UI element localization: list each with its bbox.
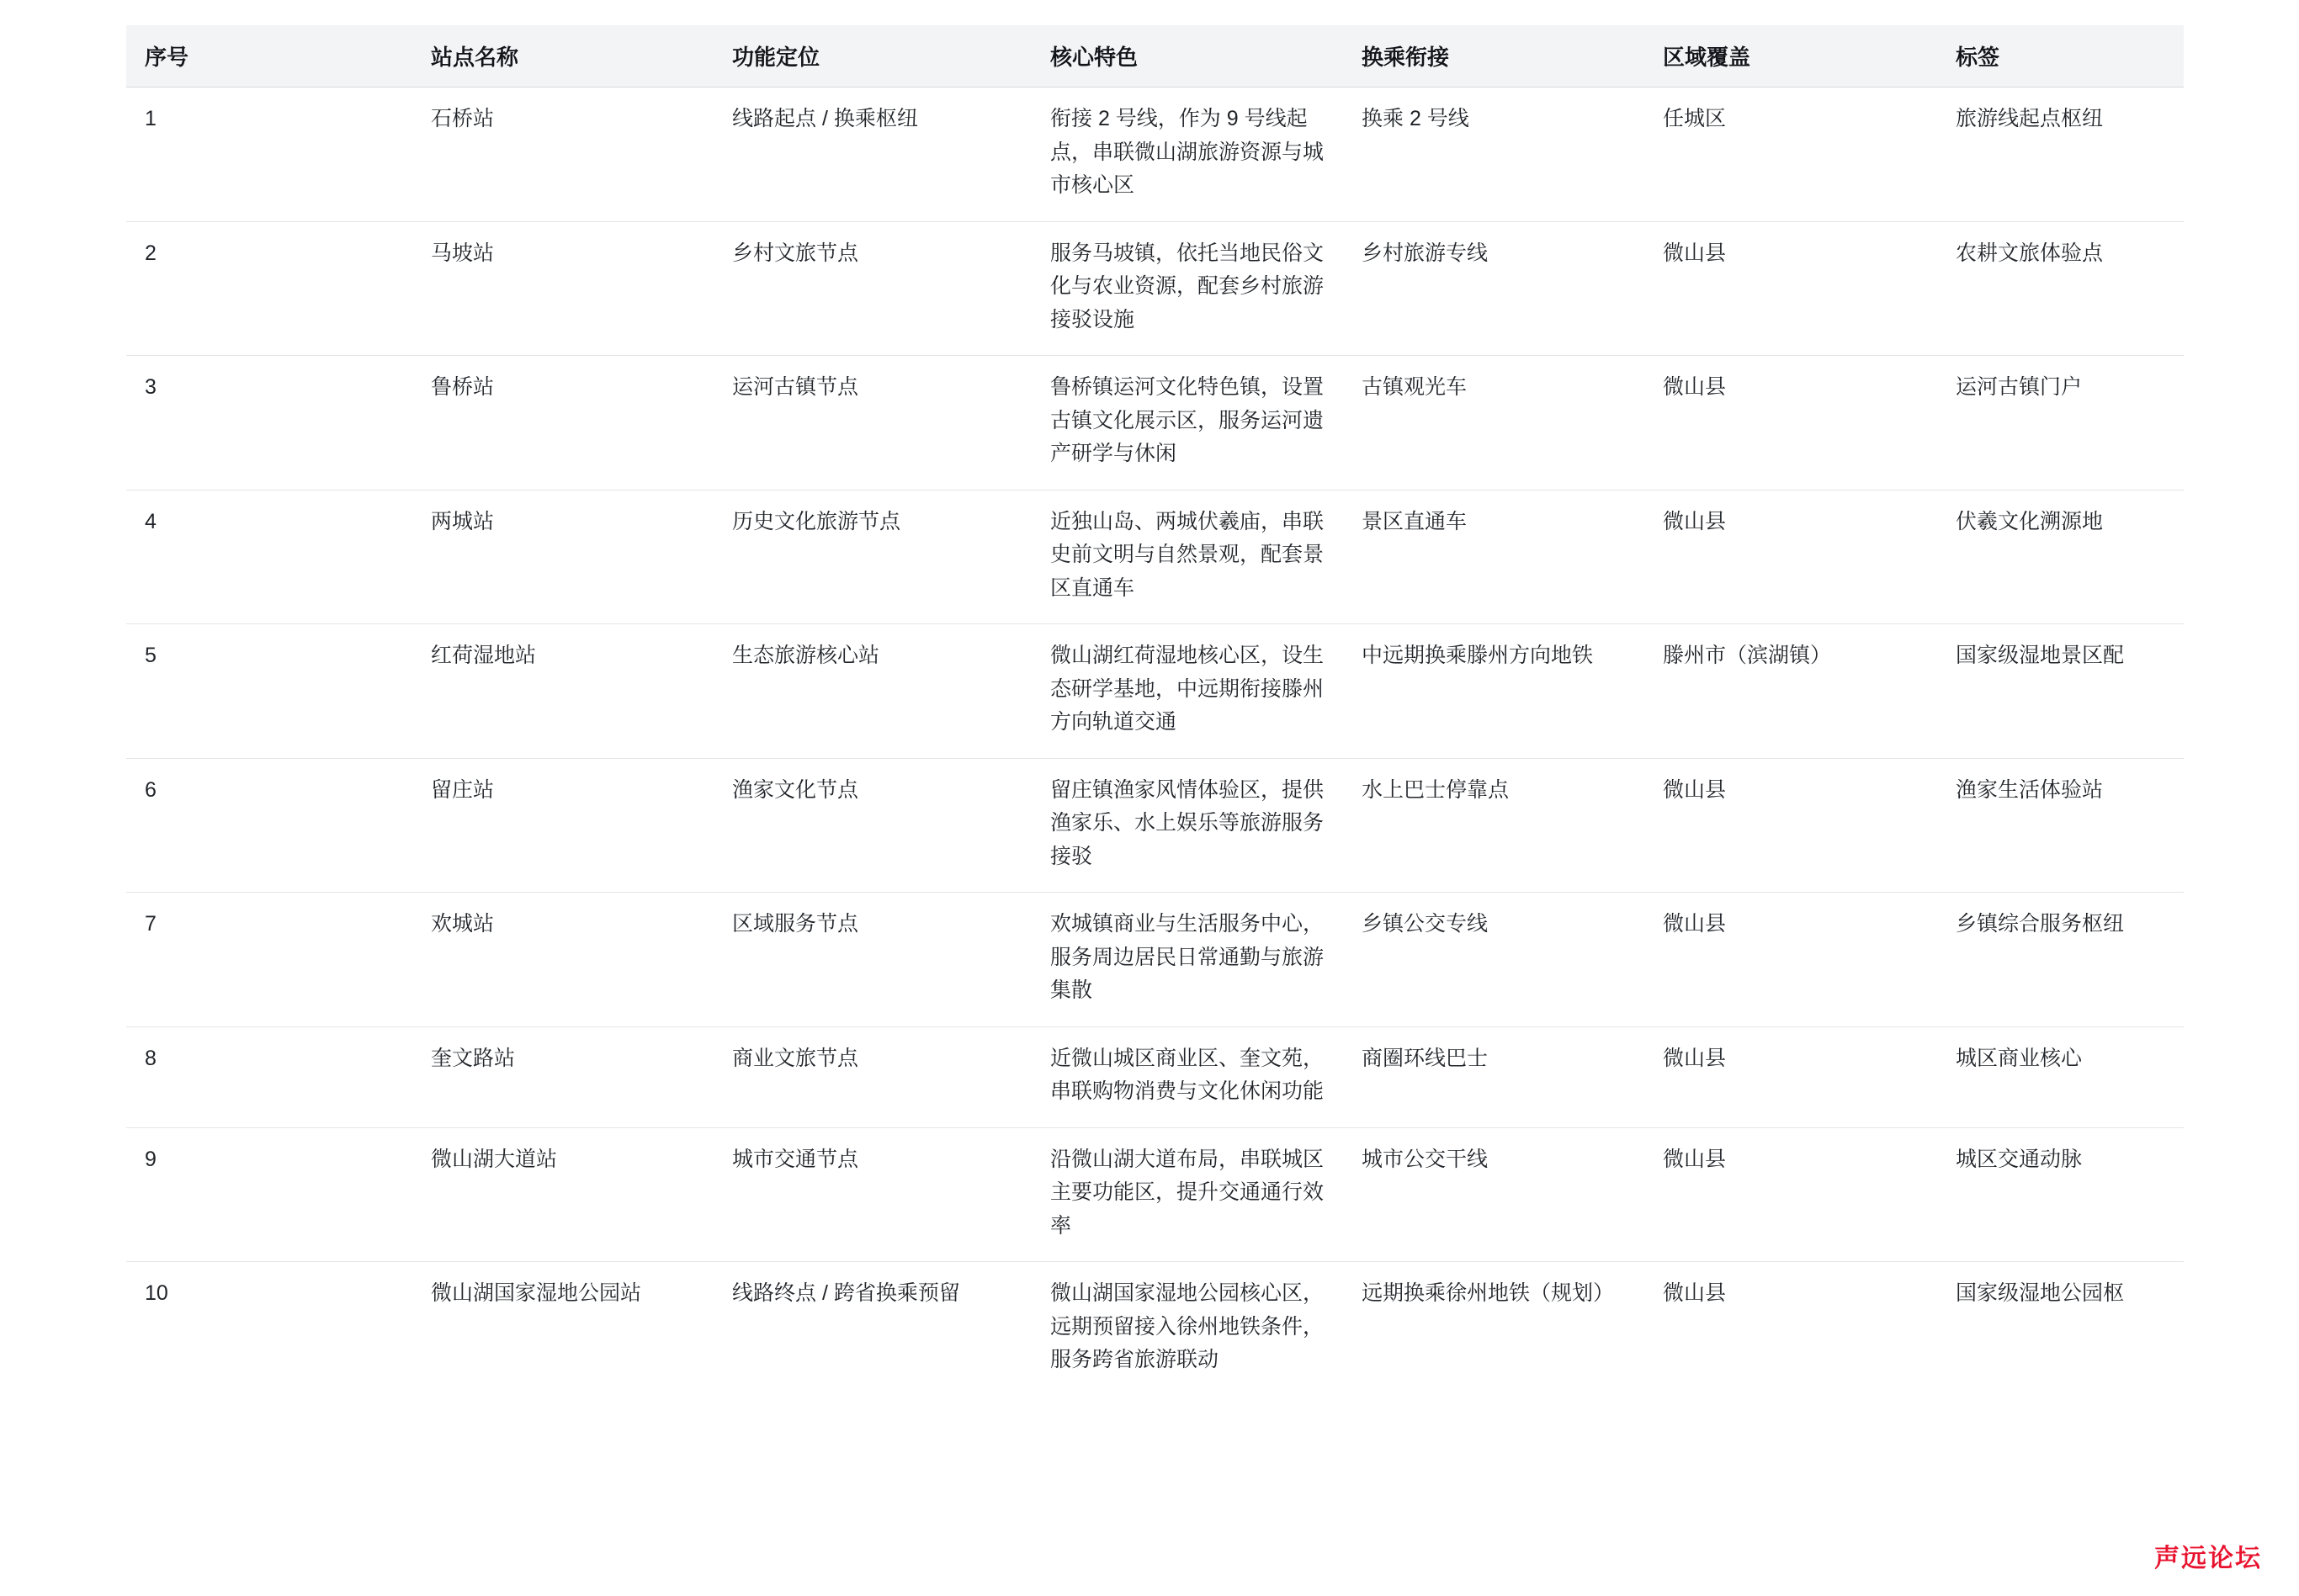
- cell-tag: 渔家生活体验站: [1937, 758, 2184, 893]
- table-row: [126, 221, 2184, 356]
- cell-transfer: 乡村旅游专线: [1343, 221, 1644, 356]
- cell-tag: 城区商业核心: [1937, 1026, 2184, 1127]
- cell-tag: 乡镇综合服务枢纽: [1937, 893, 2184, 1027]
- cell-area: 微山县: [1663, 1281, 1727, 1305]
- cell-station: 奎文路站: [412, 1026, 714, 1127]
- cell-transfer: 乡镇公交专线: [1343, 893, 1644, 1027]
- table-header-row: [126, 25, 2184, 87]
- cell-feature: 衔接 2 号线，作为 9 号线起点，串联微山湖旅游资源与城市核心区: [1032, 87, 1343, 222]
- cell-feature: 近微山城区商业区、奎文苑，串联购物消费与文化休闲功能: [1032, 1026, 1343, 1127]
- cell-tag: 国家级湿地景区配: [1937, 624, 2184, 759]
- cell-index: 9: [126, 1127, 412, 1262]
- cell-area: 滕州市（滨湖镇）: [1644, 624, 1937, 759]
- cell-tag: 城区交通动脉: [1937, 1127, 2184, 1262]
- table-header: [126, 25, 2184, 87]
- table-row: [126, 356, 2184, 490]
- cell-role: 线路起点 / 换乘枢纽: [714, 87, 1032, 222]
- column-header-role: 功能定位: [714, 25, 1032, 87]
- table-row: [126, 893, 2184, 1027]
- station-table-container: [126, 25, 2184, 1396]
- table-row: [126, 1127, 2184, 1262]
- cell-role: 区域服务节点: [714, 893, 1032, 1027]
- cell-transfer: 换乘 2 号线: [1343, 87, 1644, 222]
- cell-transfer: 水上巴士停靠点: [1343, 758, 1644, 893]
- cell-tag: 农耕文旅体验点: [1937, 221, 2184, 356]
- column-header-transfer: 换乘衔接: [1343, 25, 1644, 87]
- cell-index: 6: [126, 758, 412, 893]
- cell-feature: 服务马坡镇，依托当地民俗文化与农业资源，配套乡村旅游接驳设施: [1032, 221, 1343, 356]
- cell-area: 微山县: [1644, 758, 1937, 893]
- cell-feature: 近独山岛、两城伏羲庙，串联史前文明与自然景观，配套景区直通车: [1032, 490, 1343, 624]
- cell-role: 历史文化旅游节点: [714, 490, 1032, 624]
- cell-station: 微山湖国家湿地公园站: [431, 1281, 642, 1305]
- cell-area: 微山县: [1644, 221, 1937, 356]
- cell-index: 8: [126, 1026, 412, 1127]
- cell-role: 生态旅游核心站: [714, 624, 1032, 759]
- cell-tag: 国家级湿地公园枢: [1956, 1281, 2125, 1305]
- table-row: [126, 1026, 2184, 1127]
- cell-role: 运河古镇节点: [714, 356, 1032, 490]
- cell-feature: 微山湖红荷湿地核心区，设生态研学基地，中远期衔接滕州方向轨道交通: [1032, 624, 1343, 759]
- cell-role: 渔家文化节点: [714, 758, 1032, 893]
- forum-watermark: 声远论坛: [2154, 1544, 2262, 1573]
- cell-area: 微山县: [1644, 356, 1937, 490]
- cell-feature: 沿微山湖大道布局，串联城区主要功能区，提升交通通行效率: [1032, 1127, 1343, 1262]
- cell-transfer: 商圈环线巴士: [1343, 1026, 1644, 1127]
- cell-area: 微山县: [1644, 1127, 1937, 1262]
- cell-area: 微山县: [1644, 893, 1937, 1027]
- cell-role: 乡村文旅节点: [714, 221, 1032, 356]
- cell-station: 微山湖大道站: [412, 1127, 714, 1262]
- table-row: [126, 490, 2184, 624]
- cell-tag: 伏羲文化溯源地: [1937, 490, 2184, 624]
- cell-index: 5: [126, 624, 412, 759]
- cell-station: 石桥站: [412, 87, 714, 222]
- cell-index: 10: [145, 1281, 168, 1305]
- cell-station: 红荷湿地站: [412, 624, 714, 759]
- cell-role: 城市交通节点: [714, 1127, 1032, 1262]
- cell-role: 线路终点 / 跨省换乘预留: [732, 1281, 960, 1305]
- column-header-area: 区域覆盖: [1644, 25, 1937, 87]
- station-table: [126, 25, 2184, 1396]
- cell-feature: 鲁桥镇运河文化特色镇，设置古镇文化展示区，服务运河遗产研学与休闲: [1032, 356, 1343, 490]
- table-row: [126, 87, 2184, 222]
- cell-transfer: 城市公交干线: [1343, 1127, 1644, 1262]
- cell-index: 2: [126, 221, 412, 356]
- cell-index: 4: [126, 490, 412, 624]
- cell-transfer: 中远期换乘滕州方向地铁: [1343, 624, 1644, 759]
- table-row: [126, 624, 2184, 759]
- cell-index: 1: [126, 87, 412, 222]
- cell-transfer: 景区直通车: [1343, 490, 1644, 624]
- column-header-station: 站点名称: [412, 25, 714, 87]
- cell-feature: 留庄镇渔家风情体验区，提供渔家乐、水上娱乐等旅游服务接驳: [1032, 758, 1343, 893]
- cell-station: 欢城站: [412, 893, 714, 1027]
- column-header-tag: 标签: [1937, 25, 2184, 87]
- cell-station: 留庄站: [412, 758, 714, 893]
- cell-transfer: 古镇观光车: [1343, 356, 1644, 490]
- table-row: [126, 1262, 2184, 1396]
- cell-area: 微山县: [1644, 490, 1937, 624]
- cell-area: 微山县: [1644, 1026, 1937, 1127]
- cell-index: 7: [126, 893, 412, 1027]
- cell-station: 鲁桥站: [412, 356, 714, 490]
- cell-index: 3: [126, 356, 412, 490]
- cell-area: 任城区: [1644, 87, 1937, 222]
- cell-role: 商业文旅节点: [714, 1026, 1032, 1127]
- cell-feature: 微山湖国家湿地公园核心区，远期预留接入徐州地铁条件，服务跨省旅游联动: [1050, 1281, 1325, 1371]
- cell-tag: 旅游线起点枢纽: [1937, 87, 2184, 222]
- column-header-index: 序号: [126, 25, 412, 87]
- cell-station: 两城站: [412, 490, 714, 624]
- cell-feature: 欢城镇商业与生活服务中心，服务周边居民日常通勤与旅游集散: [1032, 893, 1343, 1027]
- table-body: [126, 87, 2184, 1396]
- table-row: [126, 758, 2184, 893]
- cell-tag: 运河古镇门户: [1937, 356, 2184, 490]
- cell-station: 马坡站: [412, 221, 714, 356]
- column-header-feature: 核心特色: [1032, 25, 1343, 87]
- cell-transfer: 远期换乘徐州地铁（规划）: [1362, 1281, 1615, 1305]
